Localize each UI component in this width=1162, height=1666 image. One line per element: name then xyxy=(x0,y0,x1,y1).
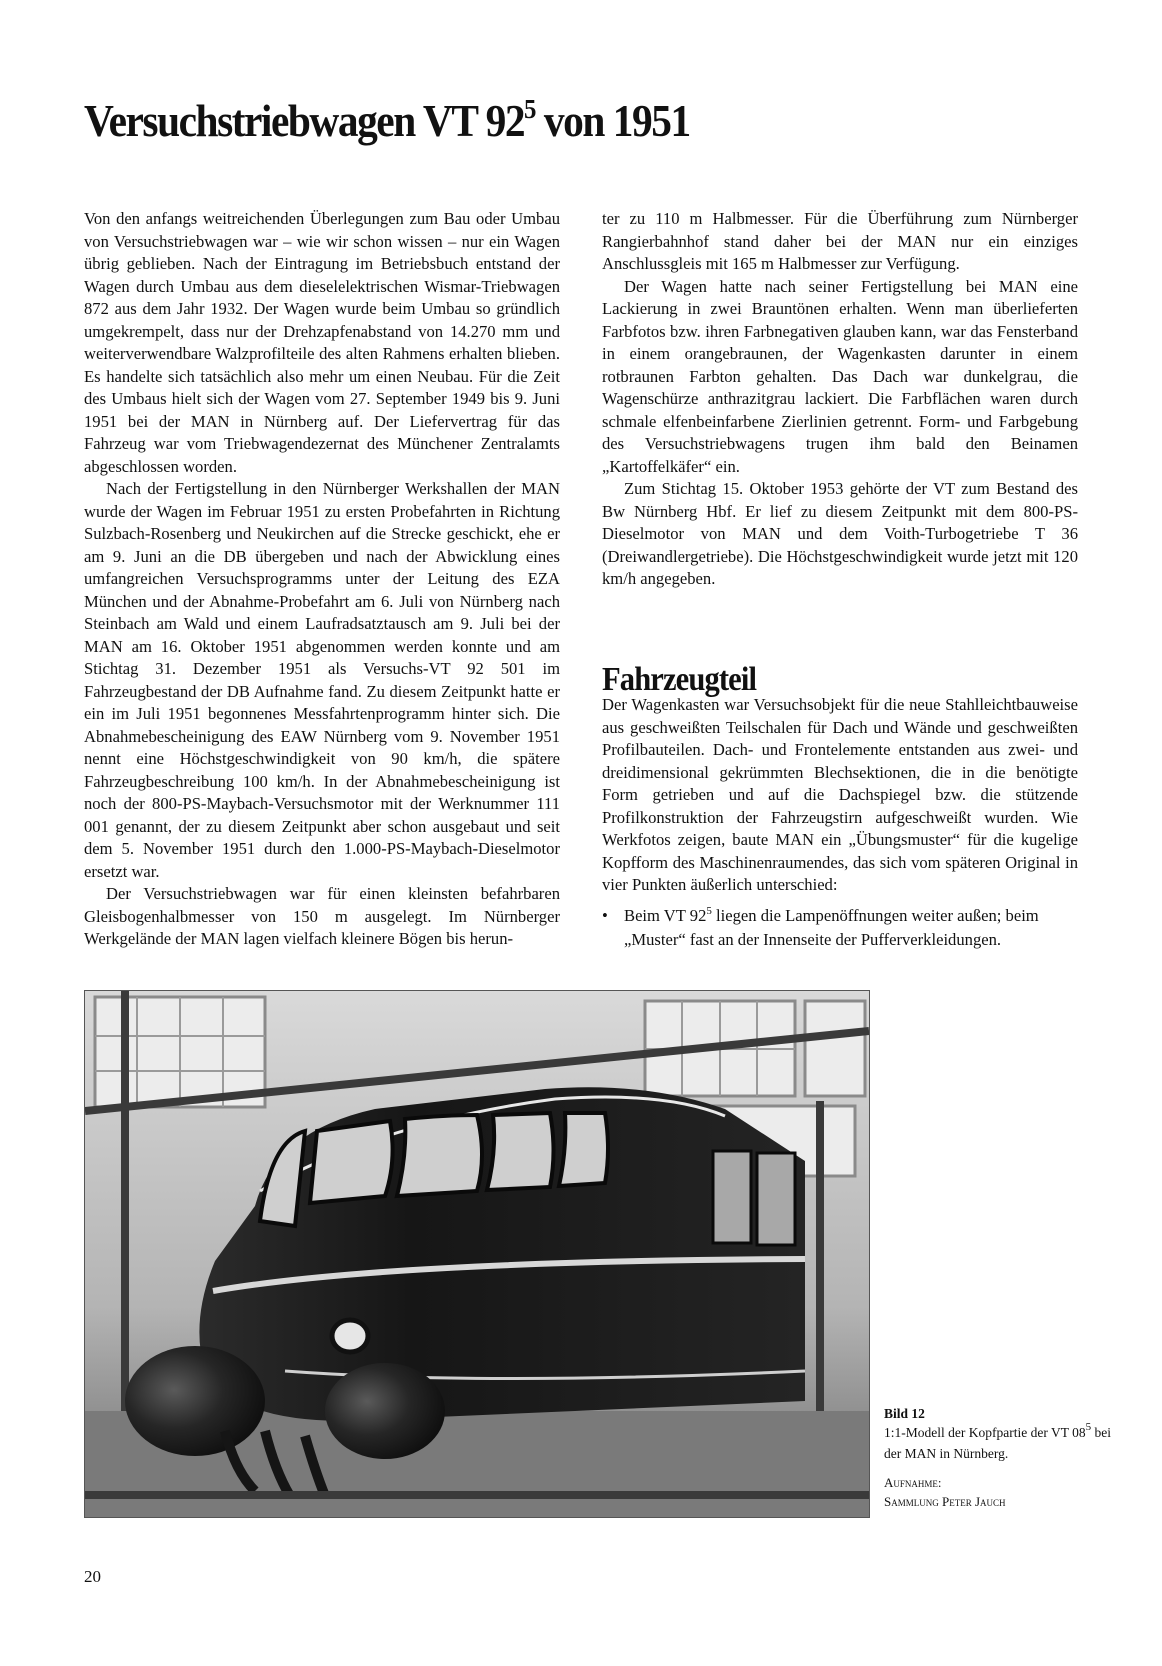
page-number: 20 xyxy=(84,1567,101,1586)
paragraph: Zum Stichtag 15. Oktober 1953 gehörte der VT zum Bestand des Bw Nürnberg Hbf. Er lief zu diesem Zeitpunkt mit dem 800-PS-Dieselmotor von MAN und dem Voith-Turbogetriebe T 36 (Dreiwandlergetriebe). Die Höchstgeschwindigkeit wurde jetzt mit 120 km/h angegeben. xyxy=(602,479,1078,588)
railcar-photo-illustration xyxy=(85,991,869,1517)
railcar-photo xyxy=(84,990,870,1518)
credit-line-2: Sammlung Peter Jauch xyxy=(884,1494,1006,1509)
buffer-left xyxy=(125,1346,265,1456)
title-rest: von 1951 xyxy=(535,96,690,147)
caption-superscript: 5 xyxy=(1085,1421,1092,1433)
bullet-item xyxy=(602,905,1078,952)
photo-credit xyxy=(884,1473,1114,1511)
paragraph: Von den anfangs weitreichenden Überlegungen zum Bau oder Umbau von Versuchstriebwagen war – wie wir schon wissen – nur ein Wagen übrig geblieben. Nach der Eintragung im Betriebsbuch entstand der Wagen durch Umbau aus dem dieselelektrischen Wismar-Triebwagen 872 aus dem Jahr 1932. Der Wagen wurde beim Umbau so gründlich umgekrempelt, dass nur der Drehzapfenabstand von 14.270 mm und weiterverwendbare Walzprofilteile des alten Rahmens erhalten blieben. Es handelte sich tatsächlich also mehr um einen Neubau. Für die Zeit des Umbaus hielt sich der Wagen vom 27. September 1949 bis 9. Juni 1951 bei der MAN in Nürnberg auf. Der Liefervertrag für das Fahrzeug war vom Triebwagendezernat des Münchener Zentralamts abgeschlossen worden. xyxy=(84,209,560,476)
bullet-text-post: liegen die Lampenöffnungen weiter außen; beim „Muster“ fast an der Innenseite der Pufferverkleidungen. xyxy=(624,905,1039,949)
section-text xyxy=(602,694,1078,952)
figure-caption-text xyxy=(884,1423,1114,1463)
bullet-superscript: 5 xyxy=(706,904,712,917)
paragraph: Der Versuchstriebwagen war für einen kleinsten befahrbaren Gleisbogenhalbmesser von 150 m ausgelegt. Im Nürnberger Werkgelände der MAN lagen vielfach kleinere Bögen bis herun- xyxy=(84,884,560,948)
headlamp xyxy=(332,1320,368,1352)
left-text-column xyxy=(84,208,560,951)
caption-text-pre: 1:1-Modell der Kopfpartie der VT 08 xyxy=(884,1425,1086,1440)
figure-caption xyxy=(884,1404,1114,1511)
title-main: Versuchstriebwagen VT 92 xyxy=(84,96,525,147)
caption-text-post: bei der MAN in Nürnberg. xyxy=(884,1425,1111,1461)
paragraph: Der Wagenkasten war Versuchsobjekt für die neue Stahlleichtbauweise aus geschweißten Teilschalen für Dach und Wände und geschweißten Profilbauteilen. Dach- und Frontelemente entstanden aus zwei- und dreidimensional gekrümmten Blechsektionen, die in die benötigte Form getrieben und auf die Dachspiegel bzw. die stützende Profilkonstruktion der Fahrzeugstirn aufgeschweißt wurden. Wie Werkfotos zeigen, baute MAN ein „Übungsmuster“ für die kugelige Kopfform des Maschinenraumendes, das sich vom späteren Original in vier Punkten äußerlich unterschied: xyxy=(602,695,1078,894)
paragraph: ter zu 110 m Halbmesser. Für die Überführung zum Nürnberger Rangierbahnhof stand daher bei der MAN nur ein einziges Anschlussgleis mit 165 m Halbmesser zur Verfügung. xyxy=(602,209,1078,273)
bullet-icon: • xyxy=(602,905,608,925)
section-heading: Fahrzeugteil xyxy=(602,661,757,699)
title-superscript: 5 xyxy=(524,94,536,125)
page-title xyxy=(84,94,1004,148)
track xyxy=(85,1491,869,1499)
paragraph: Der Wagen hatte nach seiner Fertigstellung bei MAN eine Lackierung in zwei Brauntönen erhalten. Wenn man überlieferten Farbfotos bzw. ihren Farbnegativen glauben kann, war das Fensterband in einem orangebraunen, der Wagenkasten darunter in einem rotbraunen Farbton gehalten. Das Dach war dunkelgrau, die Wagenschürze anthrazitgrau lackiert. Die Farbflächen waren durch schmale elfenbeinfarbene Zierlinien getrennt. Form- und Farbgebung des Versuchstriebwagens trugen ihm bald den Beinamen „Kartoffelkäfer“ ein. xyxy=(602,276,1078,476)
paragraph: Nach der Fertigstellung in den Nürnberger Werkshallen der MAN wurde der Wagen im Februar 1951 zu ersten Probefahrten in Richtung Sulzbach-Rosenberg und Neukirchen auf die Strecke geschickt, ehe er am 9. Juni an die DB übergeben und nach der Abwicklung eines umfangreichen Versuchsprogramms unter der Leitung des EZA München und der Abnahme-Probefahrt am 6. Juli von Nürnberg nach Steinbach am Wald und einem Laufradsatztausch am 9. Juli bei der MAN am 16. Oktober 1951 abgenommen werden konnte und am Stichtag 31. Dezember 1951 als Versuchs-VT 92 501 im Fahrzeugbestand der DB Aufnahme fand. Zu diesem Zeitpunkt hatte er ein im Juli 1951 begonnenes Messfahrtenprogramm hinter sich. Die Abnahmebescheinigung des EAW Nürnberg vom 9. November 1951 nennt eine Höchstgeschwindigkeit von 90 km/h, die spätere Fahrzeugbeschreibung 100 km/h. In der Abnahmebescheinigung ist noch der 800-PS-Maybach-Versuchsmotor mit der Werknummer 111 001 genannt, der zu diesem Zeitpunkt aber schon ausgebaut und seit dem 5. November 1951 durch den 1.000-PS-Maybach-Dieselmotor ersetzt war. xyxy=(84,479,560,881)
right-text-column xyxy=(602,208,1078,591)
credit-line-1: Aufnahme: xyxy=(884,1475,942,1490)
figure-label: Bild 12 xyxy=(884,1406,925,1421)
buffer-right xyxy=(325,1363,445,1459)
bullet-text-pre: Beim VT 92 xyxy=(624,905,707,925)
